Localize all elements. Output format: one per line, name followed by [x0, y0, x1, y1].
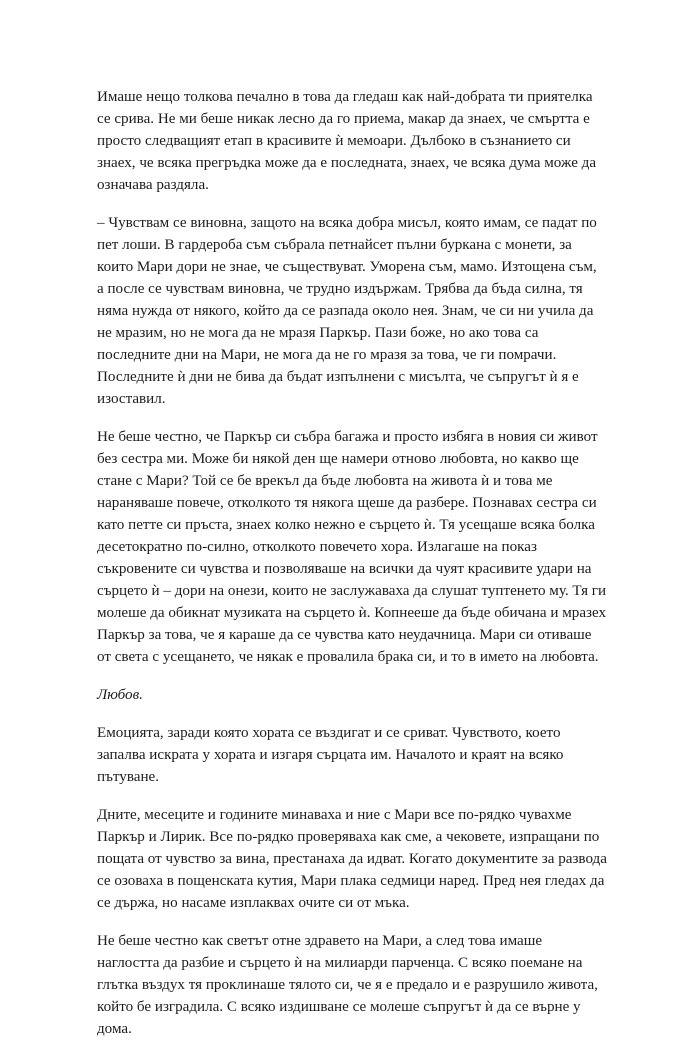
paragraph-7: Не беше честно как светът отне здравето на Мари, а след това имаше наглостта да разбие и сърцето ѝ на милиарди парченца. С всяко поемане на глътка въздух тя проклинаше тялото си, че я е предало и е разрушило живота, който бе изградила. С всяко издишване се молеше съпругът ѝ да се върне у дома.: [97, 933, 598, 1037]
paragraph-6: Дните, месеците и годините минаваха и ние с Мари все по-рядко чувахме Паркър и Лирик. Все по-рядко проверяваха как сме, а чековете, изпращани по пощата от чувство за вина, престанаха да идват. Когато документите за развода се озоваха в пощенската кутия, Мари плака седмици наред. Пред нея гледах да се държа, но насаме изплаквах очите си от мъка.: [97, 807, 607, 911]
paragraph-5: Емоцията, заради която хората се въздигат и се сриват. Чувството, което запалва искрата у хората и изгаря сърцата им. Началото и краят на всяко пътуване.: [97, 725, 564, 785]
body-text: [97, 86, 607, 1056]
paragraph-1: Имаше нещо толкова печално в това да гледаш как най-добрата ти приятелка се срива. Не ми беше никак лесно да го приема, макар да знаех, че смъртта е просто следващият етап в красивите ѝ мемоари. Дълбоко в съзнанието си знаех, че всяка прегръдка може да е последната, знаех, че всяка дума може да означава раздяла.: [97, 89, 597, 193]
paragraph-2-dialogue: – Чувствам се виновна, защото на всяка добра мисъл, която имам, се падат по пет лоши. В гардероба съм събрала петнайсет пълни буркана с монети, за които Мари дори не знае, че съществуват. Уморена съм, мамо. Изтощена съм, а после се чувствам виновна, че трудно издържам. Трябва да бъда силна, тя няма нужда от някого, който да се разпада около нея. Знам, че си ни учила да не мразим, но не мога да не мразя Паркър. Пази боже, но ако това са последните дни на Мари, не мога да не го мразя за това, че ги помрачи. Последните ѝ дни не бива да бъдат изпълнени с мисълта, че съпругът ѝ я е изоставил.: [97, 215, 597, 407]
paragraph-4-italic: Любов.: [97, 687, 143, 703]
paragraph-3: Не беше честно, че Паркър си събра багажа и просто избяга в новия си живот без сестра ми. Може би някой ден ще намери отново любовта, но какво ще стане с Мари? Той се бе врекъл да бъде любовта на живота ѝ и това ме нараняваше повече, отколкото тя някога щеше да разбере. Познавах сестра си като петте си пръста, знаех колко нежно е сърцето ѝ. Тя усещаше всяка болка десетократно по-силно, отколкото повечето хора. Излагаше на показ съкровените си чувства и позволяваше на всички да чуят красивите удари на сърцето ѝ – дори на онези, които не заслужаваха да слушат туптенето му. Тя ги молеше да обикнат музиката на сърцето ѝ. Копнееше да бъде обичана и мразех Паркър за това, че я караше да се чувства като неудачница. Мари си отиваше от света с усещането, че някак е провалила брака си, и то в името на любовта.: [97, 429, 607, 665]
